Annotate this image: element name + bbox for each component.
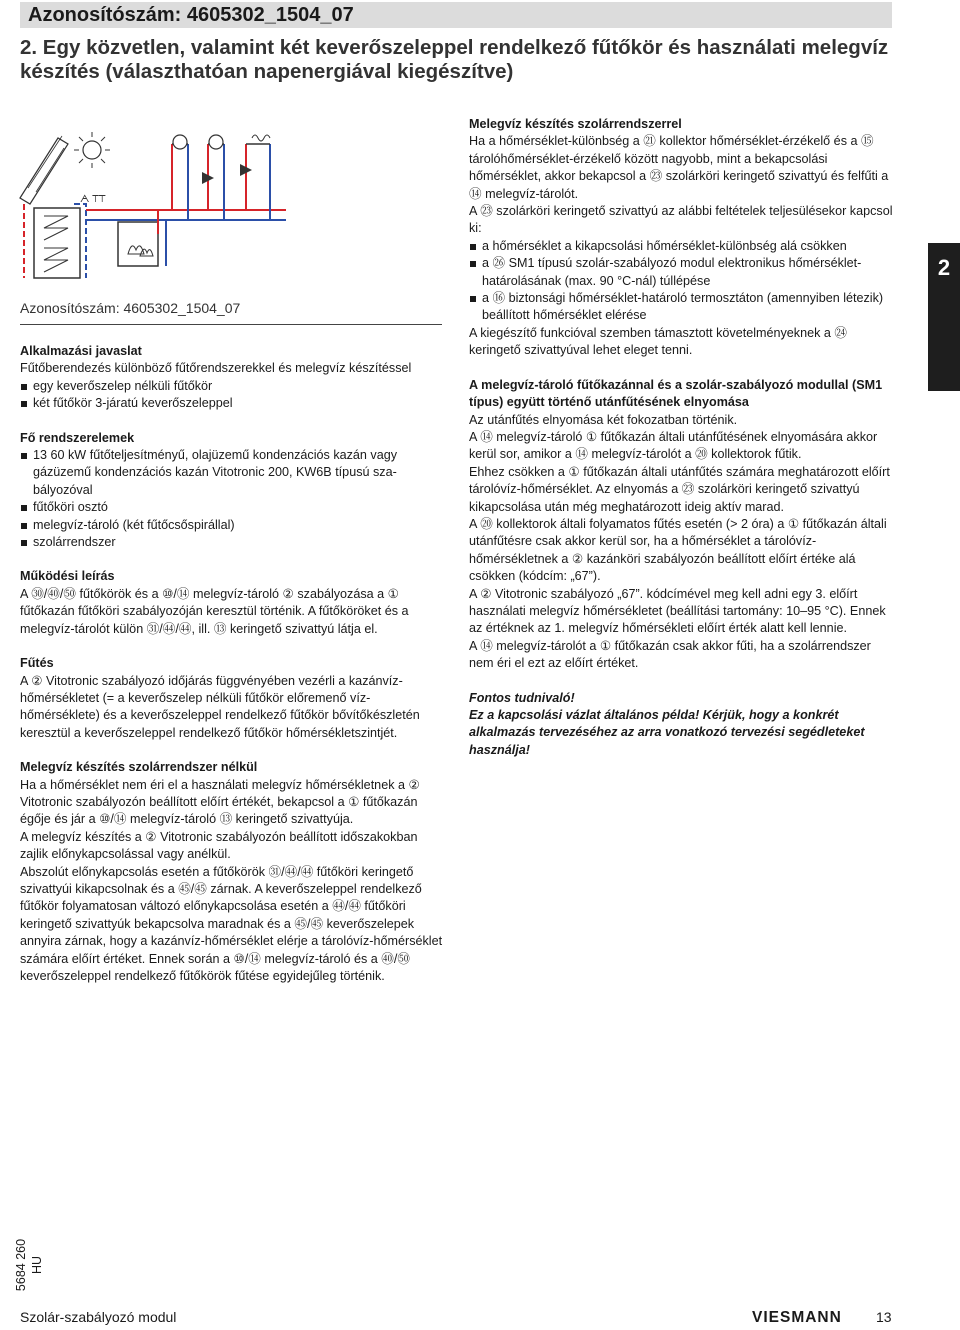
solar-collector [20, 136, 68, 204]
szolar-p2: A ㉓ szolárköri keringető szivattyú az alábbi feltételek teljesülésekor kapcsol ki: [469, 204, 893, 236]
boiler [118, 222, 158, 266]
kazan-p5: A ② Vitotronic szabályozó „67”. kódcímével meg kell adni egy 3. előírt használati melegvíz hőmérsékletet (beállítási tartomány: 10–95 °C). Ennek az értéknek az 1. melegvíz hőmérsékleti előírt érték alatt kell lennie. [469, 586, 886, 636]
heating-circuit-3 [240, 135, 270, 220]
heating-circuit-2 [202, 135, 224, 220]
szolar-p3: A kiegészítő funkcióval szemben támasztott követelményeknek a ㉔ keringető szivattyúval lehet eleget tenni. [469, 325, 847, 358]
alkalmazasi-text: Fűtőberendezés különböző fűtőrendszerekkel és melegvíz készítéssel [20, 361, 412, 376]
footer-title: Szolár-szabályozó modul [20, 1309, 177, 1325]
svg-text:ᗅ ⊤⊤: ᗅ ⊤⊤ [80, 194, 106, 205]
sun-icon [74, 132, 110, 168]
szolar-p1: Ha a hőmérséklet-különbség a ㉑ kollektor hőmérséklet-érzékelő és a ⑮ tárolóhőmérséklet-érzékelő között nagyobb, mint a bekapcsolási hőmérséklet, akkor bekapcsol a ㉓ szolárköri keringető szivattyú és felfűti a ⑭ melegvíz-tárolót. [469, 134, 889, 201]
brand-logo: VIESMANN [752, 1309, 842, 1326]
title-bar [20, 2, 892, 28]
kazan-p2: A ⑭ melegvíz-tároló ① fűtőkazán általi utánfűtésének elnyomására akkor kerül sor, amikor a ⑭ melegvíz-tárolót a ⑳ kollektorok fűtik. [469, 429, 878, 462]
list-item: fűtőköri osztó [20, 499, 444, 516]
nelkul-p3: Abszolút előnykapcsolás esetén a fűtőkörök ㉛/㊹/㊹ fűtőköri keringető szivattyúi kikapcsolnak és a ㊺/㊺ zárnak. A keverőszeleppel rendelkező fűtőkör folyamatosan változó előnykapcsolása esetén a ㊹/㊹ fűtőköri keringető szivattyúk bekapcsolva maradnak és a ㊺/㊺ keverőszelepek annyira zárnak, hogy a kazánvíz-hőmérséklet elérje a tárolóvíz-hőmérséklet számára előírt értéket. Ennek során a ⑩/⑭ melegvíz-tároló és a ㊵/㊿ keverőszeleppel rendelkező fűtőkörök fűtése egyidejűleg történik. [20, 864, 443, 983]
note-title: Fontos tudnivaló! [469, 690, 575, 705]
heating-circuit-1 [172, 135, 188, 220]
list-item: melegvíz-tároló (két fűtőcsőspirállal) [20, 517, 444, 534]
page-number: 13 [876, 1309, 892, 1325]
dhw-cylinder [34, 208, 80, 278]
document-number: 5684 260 HU [14, 1238, 44, 1292]
list-item: 13 60 kW fűtőteljesítményű, olajüzemű kondenzációs kazán vagy gázüzemű kondenzációs kazán Vitotronic 200, KW6B típusú szabályozóval [20, 447, 444, 499]
nelkul-title: Melegvíz készítés szolárrendszer nélkül [20, 760, 258, 775]
kazan-p4: A ⑳ kollektorok általi folyamatos fűtés esetén (> 2 óra) a ① fűtőkazán általi utánfűtésre csak akkor kerül sor, ha a hőmérséklet a tárolóvíz-hőmérsékletnek a ② kazánköri szabályozón beállított előírt értéke alá csökken (kódcím: „67”). [469, 516, 887, 584]
nelkul-p2: A melegvíz készítés a ② Vitotronic szabályozón beállított időszakokban zajlik előnykapcsolással vagy anélkül. [20, 829, 418, 862]
page-title: Azonosítószám: 4605302_1504_07 [28, 4, 354, 26]
list-item: egy keverőszelep nélküli fűtőkör [20, 378, 444, 395]
diagram-id: Azonosítószám: 4605302_1504_07 [20, 300, 241, 316]
left-column [20, 343, 444, 985]
system-diagram [16, 124, 446, 284]
alkalmazasi-title: Alkalmazási javaslat [20, 344, 142, 358]
divider [20, 324, 442, 325]
chapter-number: 2 [937, 255, 951, 280]
note-text: Ez a kapcsolási vázlat általános példa! Kérjük, hogy a konkrét alkalmazás tervezéséhez az arra vonatkozó tervezési segédleteket használja! [469, 708, 865, 757]
section-heading: 2. Egy közvetlen, valamint két keverőszeleppel rendelkező fűtőkör és használati melegvíz készítés (választhatóan napenergiával kiegészítve) [20, 36, 889, 83]
kazan-p3: Ehhez csökken a ① fűtőkazán általi utánfűtés számára meghatározott előírt tárolóvíz-hőmérséklet. Az elnyomás a ㉓ szolárköri keringető szivattyú kikapcsolása után még meghatározott ideig aktív marad. [469, 464, 890, 514]
kazan-p1: Az utánfűtés elnyomása két fokozatban történik. [469, 412, 738, 427]
kazan-title: A melegvíz-tároló fűtőkazánnal és a szolár-szabályozó modullal (SM1 típus) együtt történő utánfűtésének elnyomása [469, 377, 883, 410]
list-item: a ㉖ SM1 típusú szolár-szabályozó modul elektronikus hőmérséklet-határolásának (max. 90 °C-nál) túllépése [469, 255, 893, 290]
szolar-title: Melegvíz készítés szolárrendszerrel [469, 117, 682, 131]
kazan-p6: A ⑭ melegvíz-tárolót a ① fűtőkazán csak akkor fűti, ha a szolárrendszer nem éri el ezt az előírt értéket. [469, 638, 871, 671]
fo-title: Fő rendszerelemek [20, 430, 135, 445]
nelkul-p1: Ha a hőmérséklet nem éri el a használati melegvíz hőmérsékletnek a ② Vitotronic szabályozón beállított előírt értékét, bekapcsol a ① fűtőkazán égője és jár a ⑩/⑭ melegvíz-tároló ⑬ keringető szivattyúja. [20, 777, 420, 827]
mukodesi-text: A ㉚/㊵/㊿ fűtőkörök és a ⑩/⑭ melegvíz-tároló ② szabályozása a ① fűtőkazán fűtőköri szabályozóján keresztül történik. A fűtőköröket és a melegvíz-tárolót külön ㉛/㊹/㊹, ill. ⑬ keringető szivattyú látja el. [20, 586, 409, 636]
list-item: a ⑯ biztonsági hőmérséklet-határoló termosztáton (amennyiben létezik) beállított hőmérséklet elérése [469, 290, 893, 325]
futes-title: Fűtés [20, 656, 54, 671]
chapter-tab [928, 243, 960, 391]
right-column [469, 116, 893, 759]
futes-text: A ② Vitotronic szabályozó időjárás függvényében vezérli a kazánvíz-hőmérsékletet (= a keverőszelep nélküli fűtőkör előremenő vízhőmérséklete) és a keverőszeleppel rendelkező fűtőkör bővítőkészletén keresztül a keverőszeleppel rendelkező fűtőkör hőmérsékletszintjét. [20, 673, 420, 740]
mukodesi-title: Működési leírás [20, 569, 115, 584]
list-item: két fűtőkör 3-járatú keverőszeleppel [20, 395, 444, 412]
list-item: szolárrendszer [20, 534, 444, 551]
list-item: a hőmérséklet a kikapcsolási hőmérséklet-különbség alá csökken [469, 238, 893, 255]
